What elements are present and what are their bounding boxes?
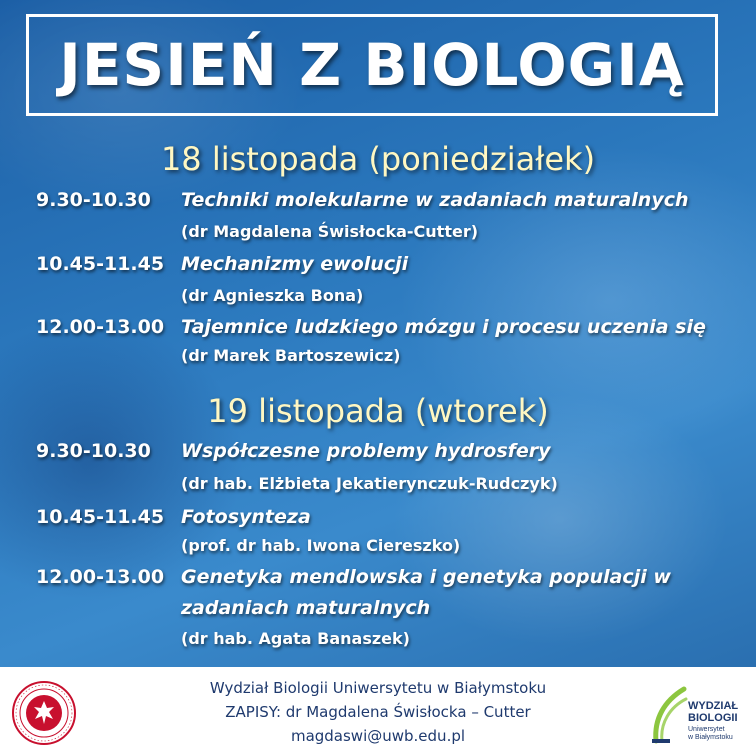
session-speaker: (prof. dr hab. Iwona Ciereszko) (181, 536, 461, 555)
session-speaker: (dr hab. Agata Banaszek) (181, 629, 410, 648)
day-heading-1: 18 listopada (poniedziałek) (160, 140, 596, 178)
faculty-logo (648, 679, 748, 749)
session-time: 12.00-13.00 (36, 316, 165, 338)
logo-line-4: w Białymstoku (688, 734, 733, 741)
session-topic: Współczesne problemy hydrosfery (181, 440, 551, 462)
session-topic: Mechanizmy ewolucji (181, 253, 409, 275)
day-heading-2: 19 listopada (wtorek) (207, 392, 549, 430)
university-seal-icon (12, 681, 76, 745)
session-topic: Fotosynteza (181, 506, 311, 528)
session-topic-continued: zadaniach maturalnych (181, 597, 431, 619)
faculty-logo-icon (648, 683, 688, 745)
poster-title: JESIEŃ Z BIOLOGIĄ (59, 31, 685, 99)
session-time: 9.30-10.30 (36, 189, 151, 211)
footer-registration: ZAPISY: dr Magdalena Świsłocka – Cutter (225, 703, 531, 721)
title-box (26, 14, 718, 116)
session-time: 10.45-11.45 (36, 506, 165, 528)
session-topic: Genetyka mendlowska i genetyka populacji w (181, 566, 671, 588)
session-topic: Tajemnice ludzkiego mózgu i procesu uczenia się (181, 316, 706, 338)
session-topic: Techniki molekularne w zadaniach maturalnych (181, 189, 689, 211)
logo-line-1: WYDZIAŁ (688, 700, 739, 712)
session-speaker: (dr Agnieszka Bona) (181, 286, 364, 305)
session-time: 12.00-13.00 (36, 566, 165, 588)
session-speaker: (dr Marek Bartoszewicz) (181, 346, 401, 365)
session-speaker: (dr hab. Elżbieta Jekatierynczuk-Rudczyk) (181, 474, 558, 493)
footer (0, 667, 756, 756)
footer-email: magdaswi@uwb.edu.pl (290, 727, 466, 745)
session-time: 9.30-10.30 (36, 440, 151, 462)
session-time: 10.45-11.45 (36, 253, 165, 275)
logo-line-3: Uniwersytet (688, 726, 725, 733)
logo-line-2: BIOLOGII (688, 712, 738, 724)
session-speaker: (dr Magdalena Świsłocka-Cutter) (181, 222, 479, 241)
footer-faculty: Wydział Biologii Uniwersytetu w Białymstoku (209, 679, 547, 697)
